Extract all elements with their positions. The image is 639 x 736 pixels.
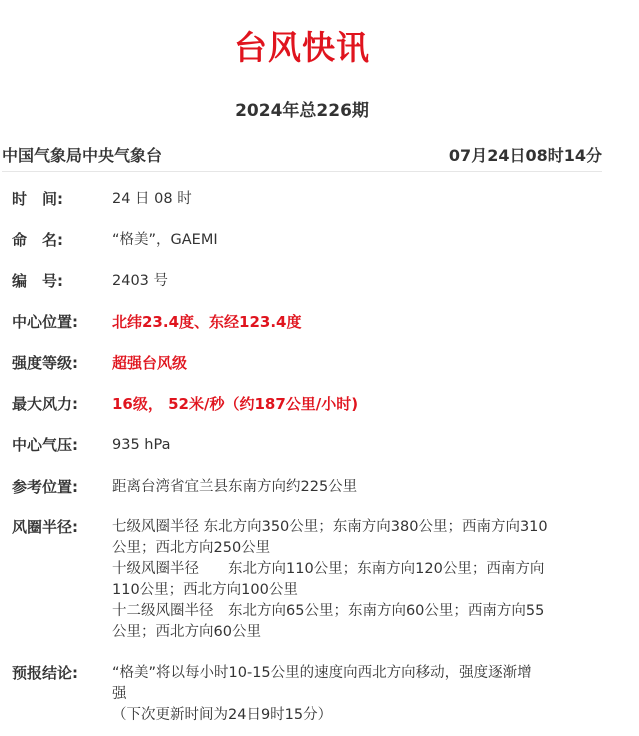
issue-number: 2024年总226期 xyxy=(235,101,369,121)
field-value: 距离台湾省宜兰县东南方向约225公里 xyxy=(112,479,358,495)
field-value xyxy=(112,517,592,643)
page-title: 台风快讯 xyxy=(234,28,370,67)
field-label: 参考位置: xyxy=(12,478,78,496)
field-value: 24 日 08 时 xyxy=(112,191,192,207)
publish-datetime: 07月24日08时14分 xyxy=(448,146,602,165)
wind-radius-line: 公里；西北方向60公里 xyxy=(112,624,261,640)
field-value: 北纬23.4度、东经123.4度 xyxy=(112,313,302,331)
field-value: “格美”，GAEMI xyxy=(112,232,218,248)
field-value: 935 hPa xyxy=(112,437,171,453)
field-label: 中心气压: xyxy=(12,436,78,454)
field-label: 时 间: xyxy=(12,190,63,208)
source-bar xyxy=(2,143,602,172)
wind-radius-line: 十二级风圈半径 东北方向65公里；东南方向60公里；西南方向55 xyxy=(112,603,545,619)
field-label: 最大风力: xyxy=(12,395,78,413)
wind-radius-line: 公里；西北方向250公里 xyxy=(112,540,271,556)
field-label: 命 名: xyxy=(12,231,63,249)
field-label: 强度等级: xyxy=(12,354,78,372)
forecast-line: “格美”将以每小时10-15公里的速度向西北方向移动，强度逐渐增 xyxy=(112,665,532,681)
wind-radius-line: 七级风圈半径 东北方向350公里；东南方向380公里；西南方向310 xyxy=(112,519,548,535)
wind-radius-line: 十级风圈半径 东北方向110公里；东南方向120公里；西南方向 xyxy=(112,561,545,577)
field-label: 风圈半径: xyxy=(12,518,78,536)
field-value: 超强台风级 xyxy=(112,354,188,372)
source-agency: 中国气象局中央气象台 xyxy=(2,146,163,165)
wind-radius-line: 110公里；西北方向100公里 xyxy=(112,582,298,598)
field-value: 16级， 52米/秒（约187公里/小时) xyxy=(112,395,359,413)
field-label: 编 号: xyxy=(12,272,63,290)
forecast-line: （下次更新时间为24日9时15分） xyxy=(112,707,333,723)
field-label: 中心位置: xyxy=(12,313,78,331)
field-value: 2403 号 xyxy=(112,273,169,289)
field-label: 预报结论: xyxy=(12,664,78,682)
field-value xyxy=(112,663,592,726)
forecast-line: 强 xyxy=(112,686,127,702)
